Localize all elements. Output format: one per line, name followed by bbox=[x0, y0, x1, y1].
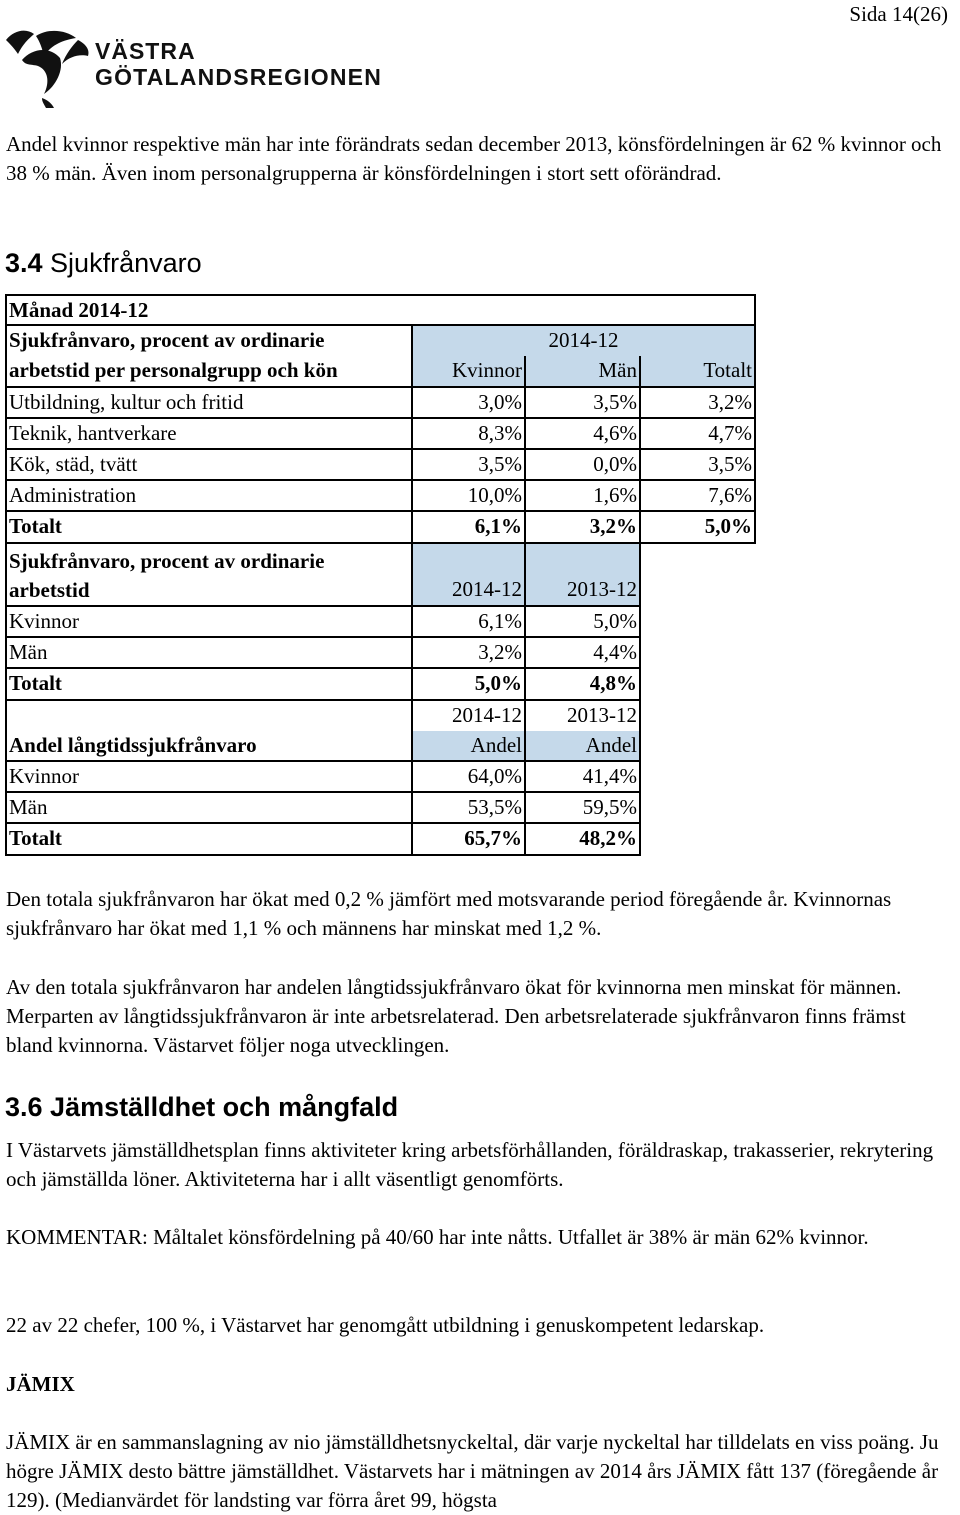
sick-leave-table: Månad 2014-12 Sjukfrånvaro, procent av ordinarie 2014-12 arbetstid per personalgrupp och kön Kvinnor Män Totalt Utbildning, kultur och fritid 3,0% 3,5% 3,2% Teknik, hantverkare 8,3% 4,6% 4,7% Kök, städ, tvätt 3,5% 0,0% 3,5% Administration 10,0% 1,6% 7,6% Totalt 6,1% 3,2% 5,0% Sjukfrånvaro, procent av ordinarie arbetstid 2014-12 2013-12 Kvinnor 6,1% 5,0% Män 3,2% 4,4% Totalt 5,0% 4,8% Andel långtidssjukfrånvaro 2014-12 2013-12 Andel Andel Kvinnor 64,0% 41,4% Män 53,5% 59,5% Totalt 65,7% 48,2% bbox=[5, 294, 765, 857]
t1-col-totalt: Totalt bbox=[641, 356, 756, 388]
t2-col-2013: 2013-12 bbox=[526, 544, 641, 607]
t3-col-2014-year: 2014-12 bbox=[413, 701, 526, 731]
t2-header: Sjukfrånvaro, procent av ordinarie arbetstid bbox=[5, 544, 413, 607]
logo-text-line1: VÄSTRA bbox=[95, 38, 196, 64]
page-number: Sida 14(26) bbox=[849, 2, 948, 26]
t1-header-line1: Sjukfrånvaro, procent av ordinarie bbox=[5, 326, 413, 356]
logo-mark-icon bbox=[4, 24, 92, 108]
t2-col-2014: 2014-12 bbox=[413, 544, 526, 607]
t3-col-2013-year: 2013-12 bbox=[526, 701, 641, 731]
paragraph-equality-plan: I Västarvets jämställdhetsplan finns aktiviteter kring arbetsförhållanden, föräldraskap, trakasserier, rekrytering och jämställda löner. Aktiviteterna har i allt väsentligt genomförts. bbox=[6, 1138, 934, 1191]
t3-col-andel-2014: Andel bbox=[413, 731, 526, 762]
paragraph-jamix: JÄMIX är en sammanslagning av nio jämställdhetsnyckeltal, där varje nyckeltal har tilldelats en viss poäng. Ju högre JÄMIX desto bättre jämställdhet. Västarvets har i mätningen av 2014 års JÄMIX fått 137 (föregående år 129). (Medianvärdet för landsting var förra året 99, högsta bbox=[6, 1430, 939, 1512]
paragraph-managers: 22 av 22 chefer, 100 %, i Västarvet har genomgått utbildning i genuskompetent ledarskap. bbox=[6, 1313, 765, 1337]
t3-header: Andel långtidssjukfrånvaro bbox=[5, 701, 413, 762]
paragraph-long-term: Av den totala sjukfrånvaron har andelen långtidssjukfrånvaro ökat för kvinnorna men minskat för männen. Merparten av långtidssjukfrånvaron är inte arbetsrelaterad. Den arbetsrelaterade sjukfrånvaron finns främst bland kvinnorna. Västarvet följer noga utvecklingen. bbox=[6, 975, 906, 1057]
logo-text-line2: GÖTALANDSREGIONEN bbox=[95, 64, 383, 90]
section-heading-3-6: 3.6 Jämställdhet och mångfald bbox=[5, 1092, 399, 1122]
t1-col-man: Män bbox=[526, 356, 641, 388]
intro-paragraph: Andel kvinnor respektive män har inte förändrats sedan december 2013, könsfördelningen är 62 % kvinnor och 38 % män. Även inom personalgrupperna är könsfördelningen i stort sett oförändrad. bbox=[6, 132, 942, 185]
month-label: Månad 2014-12 bbox=[5, 294, 756, 326]
paragraph-total-sick-leave: Den totala sjukfrånvaron har ökat med 0,2 % jämfört med motsvarande period föregående år. Kvinnornas sjukfrånvaro har ökat med 1,1 % och männens har minskat med 1,2 %. bbox=[6, 887, 892, 940]
section-heading-3-4: 3.4 Sjukfrånvaro bbox=[5, 248, 202, 278]
jamix-heading: JÄMIX bbox=[6, 1372, 75, 1396]
t3-col-andel-2013: Andel bbox=[526, 731, 641, 762]
t1-header-line2: arbetstid per personalgrupp och kön bbox=[5, 356, 413, 388]
t1-period: 2014-12 bbox=[413, 326, 756, 356]
t1-col-kvinnor: Kvinnor bbox=[413, 356, 526, 388]
paragraph-comment: KOMMENTAR: Måltalet könsfördelning på 40/60 har inte nåtts. Utfallet är 38% är män 62% kvinnor. bbox=[6, 1225, 869, 1249]
vastra-gotalandsregionen-logo bbox=[4, 24, 394, 108]
